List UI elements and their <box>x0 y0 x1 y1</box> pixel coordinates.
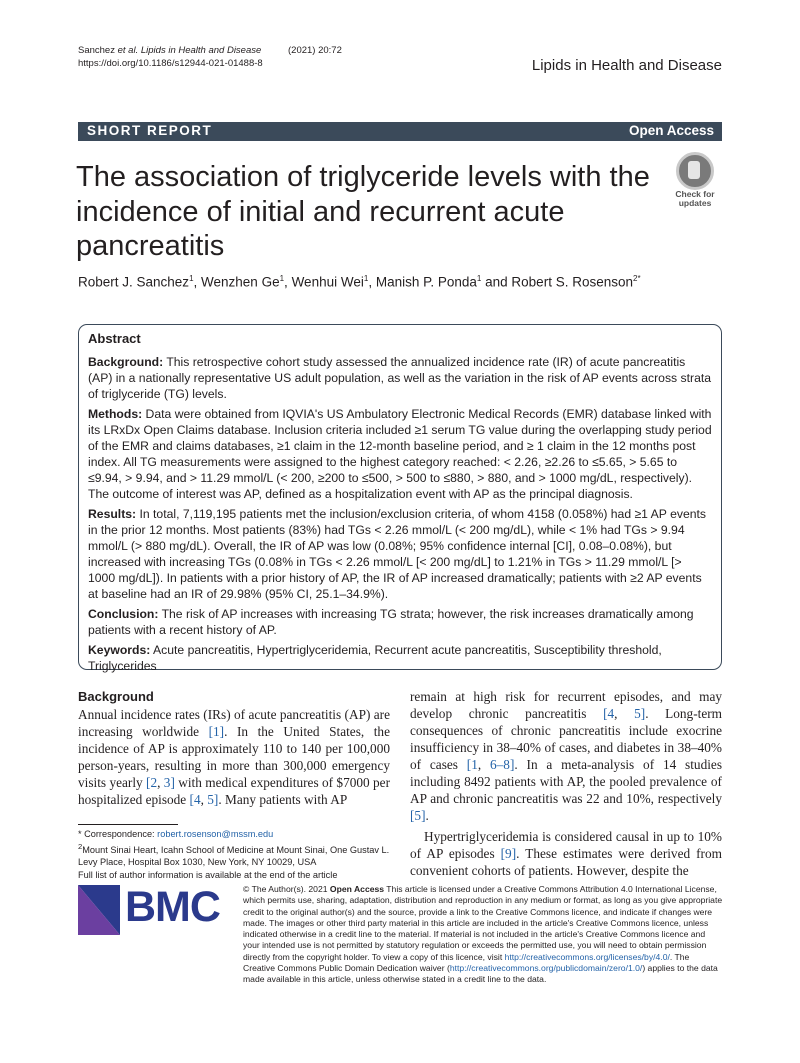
body-paragraph: Annual incidence rates (IRs) of acute pancreatitis (AP) are increasing worldwide [1]. In the United States, the incidence of AP is approximately 110 to 140 per 100,000 person-years, resulting in more than 300,000 emergency visits yearly [2, 3] with medical expenditures of $7000 per hospitalized episode [4, 5]. Many patients with AP <box>78 707 390 807</box>
license-link[interactable]: http://creativecommons.org/licenses/by/4.0/ <box>504 951 670 962</box>
correspondence: * Correspondence: robert.rosenson@mssm.edu <box>78 829 274 839</box>
citation-ref[interactable]: [9] <box>500 846 517 861</box>
abstract-heading: Abstract <box>88 331 141 346</box>
doi-link[interactable]: https://doi.org/10.1186/s12944-021-01488-8 <box>78 58 263 69</box>
citation-journal: Lipids in Health and Disease <box>140 45 262 56</box>
citation-year: (2021) 20:72 <box>288 45 342 56</box>
author-name: Robert S. Rosenson <box>511 274 633 290</box>
body-paragraph: Hypertriglyceridemia is considered causal in up to 10% of AP episodes [9]. These estimates were derived from convenient cohorts of patients. However, despite the <box>410 829 722 878</box>
full-list-note: Full list of author information is available at the end of the article <box>78 869 338 880</box>
citation-authors: Sanchez <box>78 45 118 56</box>
article-title: The association of triglyceride levels with the incidence of initial and recurrent acute pancreatitis <box>76 161 650 262</box>
check-for-updates-icon <box>676 152 714 190</box>
author-name: Manish P. Ponda <box>375 274 477 290</box>
public-domain-link[interactable]: http://creativecommons.org/publicdomain/zero/1.0/ <box>449 963 643 974</box>
citation-etal: et al. <box>117 45 139 56</box>
citation-ref[interactable]: [5] <box>410 808 426 823</box>
citation-ref[interactable]: [2 <box>146 775 158 790</box>
article-type-banner <box>78 122 722 141</box>
citation-header <box>78 44 342 70</box>
citation-ref[interactable]: 5] <box>634 706 646 721</box>
bmc-logo-icon <box>78 885 120 935</box>
bmc-logo-text: BMC <box>125 883 220 931</box>
abstract-keywords: Keywords: Acute pancreatitis, Hypertriglyceridemia, Recurrent acute pancreatitis, Susceptibility threshold, Triglycerides <box>88 643 662 673</box>
license-text: © The Author(s). 2021 Open Access This article is licensed under a Creative Commons Attribution 4.0 International License, which permits use, sharing, adaptation, distribution and reproduction in any medium or format, as long as you give appropriate credit to the original author(s) and the source, provide a link to the Creative Commons licence, and indicate if changes were made. The images or other third party material in this article are included in the article's Creative Commons licence, unless indicated otherwise in a credit line to the material. If material is not included in the article's Creative Commons licence and your intended use is not permitted by statutory regulation or exceeds the permitted use, you will need to obtain permission directly from the copyright holder. To view a copy of this licence, visit http://creativecommons.org/licenses/by/4.0/. The Creative Commons Public Domain Dedication waiver (http://creativecommons.org/publicdomain/zero/1.0/) applies to the data made available in this article, unless otherwise stated in a credit line to the data. <box>243 884 723 985</box>
article-type-label: SHORT REPORT <box>87 123 213 138</box>
journal-name: Lipids in Health and Disease <box>531 57 722 74</box>
citation-ref[interactable]: 5] <box>207 792 219 807</box>
footnotes <box>78 828 390 881</box>
abstract-box <box>78 324 722 673</box>
citation-ref[interactable]: 6–8] <box>490 757 515 772</box>
abstract-conclusion: Conclusion: The risk of AP increases with increasing TG strata; however, the risk increases dramatically among patients with a recent history of AP. <box>88 607 694 637</box>
check-for-updates-badge[interactable] <box>669 152 721 210</box>
author-name: Wenhui Wei <box>291 274 364 290</box>
affiliation: $^2$Mount Sinai Heart, Icahn School of Medicine at Mount Sinai, One Gustav L. Levy Place, Hospital Box 1030, New York, NY 10029, USA <box>78 841 390 868</box>
author-name: Wenzhen Ge <box>201 274 280 290</box>
citation-ref[interactable]: [4 <box>189 792 201 807</box>
citation-line <box>78 44 342 57</box>
citation-ref[interactable]: 3] <box>163 775 175 790</box>
footnote-divider <box>78 824 178 825</box>
citation-ref[interactable]: [1] <box>208 724 225 739</box>
author-name: Robert J. Sanchez <box>78 274 190 290</box>
correspondence-email[interactable]: robert.rosenson@mssm.edu <box>157 829 274 839</box>
body-column-left <box>78 688 390 808</box>
bmc-logo <box>78 885 228 935</box>
check-for-updates-label: Check for updates <box>675 189 715 208</box>
body-paragraph: remain at high risk for recurrent episodes, and may develop chronic pancreatitis [4, 5]. Long-term consequences of chronic pancreatitis include exocrine insufficiency in 38–40% of cases, and diabetes in 38–40% of cases [1, 6–8]. In a meta-analysis of 14 studies including 8492 patients with AP, the pooled prevalence of AP and chronic pancreatitis was 22 and 10%, respectively [5]. <box>410 689 722 823</box>
section-heading-background: Background <box>78 689 154 704</box>
citation-ref[interactable]: [1 <box>466 757 478 772</box>
abstract-methods: Methods: Data were obtained from IQVIA's US Ambulatory Electronic Medical Records (EMR) database linked with its LRxDx Open Claims database. Inclusion criteria included ≥1 serum TG value during the overlapping study period of the EMR and claims databases, ≥1 claim in the 12-month baseline period, and ≥ 1 claim in the 12 months post index. All TG measurements were assigned to the highest category reached: < 2.26, ≥2.26 to ≤5.65, > 5.65 to ≤9.94, > 9.94, and > 11.29 mmol/L (< 200, ≥200 to ≤500, > 500 to ≤880, > 880, and > 1000 mg/dL, respectively). The outcome of interest was AP, defined as a hospitalization event with AP as the principal diagnosis. <box>88 407 712 501</box>
citation-ref[interactable]: [4 <box>603 706 615 721</box>
abstract-results: Results: In total, 7,119,195 patients met the inclusion/exclusion criteria, of whom 4158 (0.058%) had ≥1 AP events in the prior 12 months. Most patients (83%) had TGs < 2.26 mmol/L (< 200 mg/dL), while < 1% had TGs > 9.94 mmol/L (> 880 mg/dL). Overall, the IR of AP was low (0.08%; 95% confidence internal [CI], 0.08–0.08%), but increased with increasing TGs (0.08% in TGs < 2.26 mmol/L [< 200 mg/dL] to 1.21% in TGs > 11.29 mmol/L [> 1000 mg/dL]). In patients with a prior history of AP, the IR of AP increased dramatically; patients with ≥2 AP events at baseline had an IR of 29.98% (95% CI, 25.1–34.9%). <box>88 507 707 601</box>
open-access-label: Open Access <box>628 123 714 138</box>
abstract-background: Background: This retrospective cohort study assessed the annualized incidence rate (IR) of acute pancreatitis (AP) in a nationally representative US adult population, as well as the variation in the risk of AP events across strata of triglyceride (TG) levels. <box>88 355 712 401</box>
body-column-right <box>410 688 722 879</box>
author-list: Robert J. Sanchez$^1$, Wenzhen Ge$^1$, Wenhui Wei$^1$, Manish P. Ponda$^1$ and Robert S. Rosenson$^{2*}$ <box>78 274 641 290</box>
